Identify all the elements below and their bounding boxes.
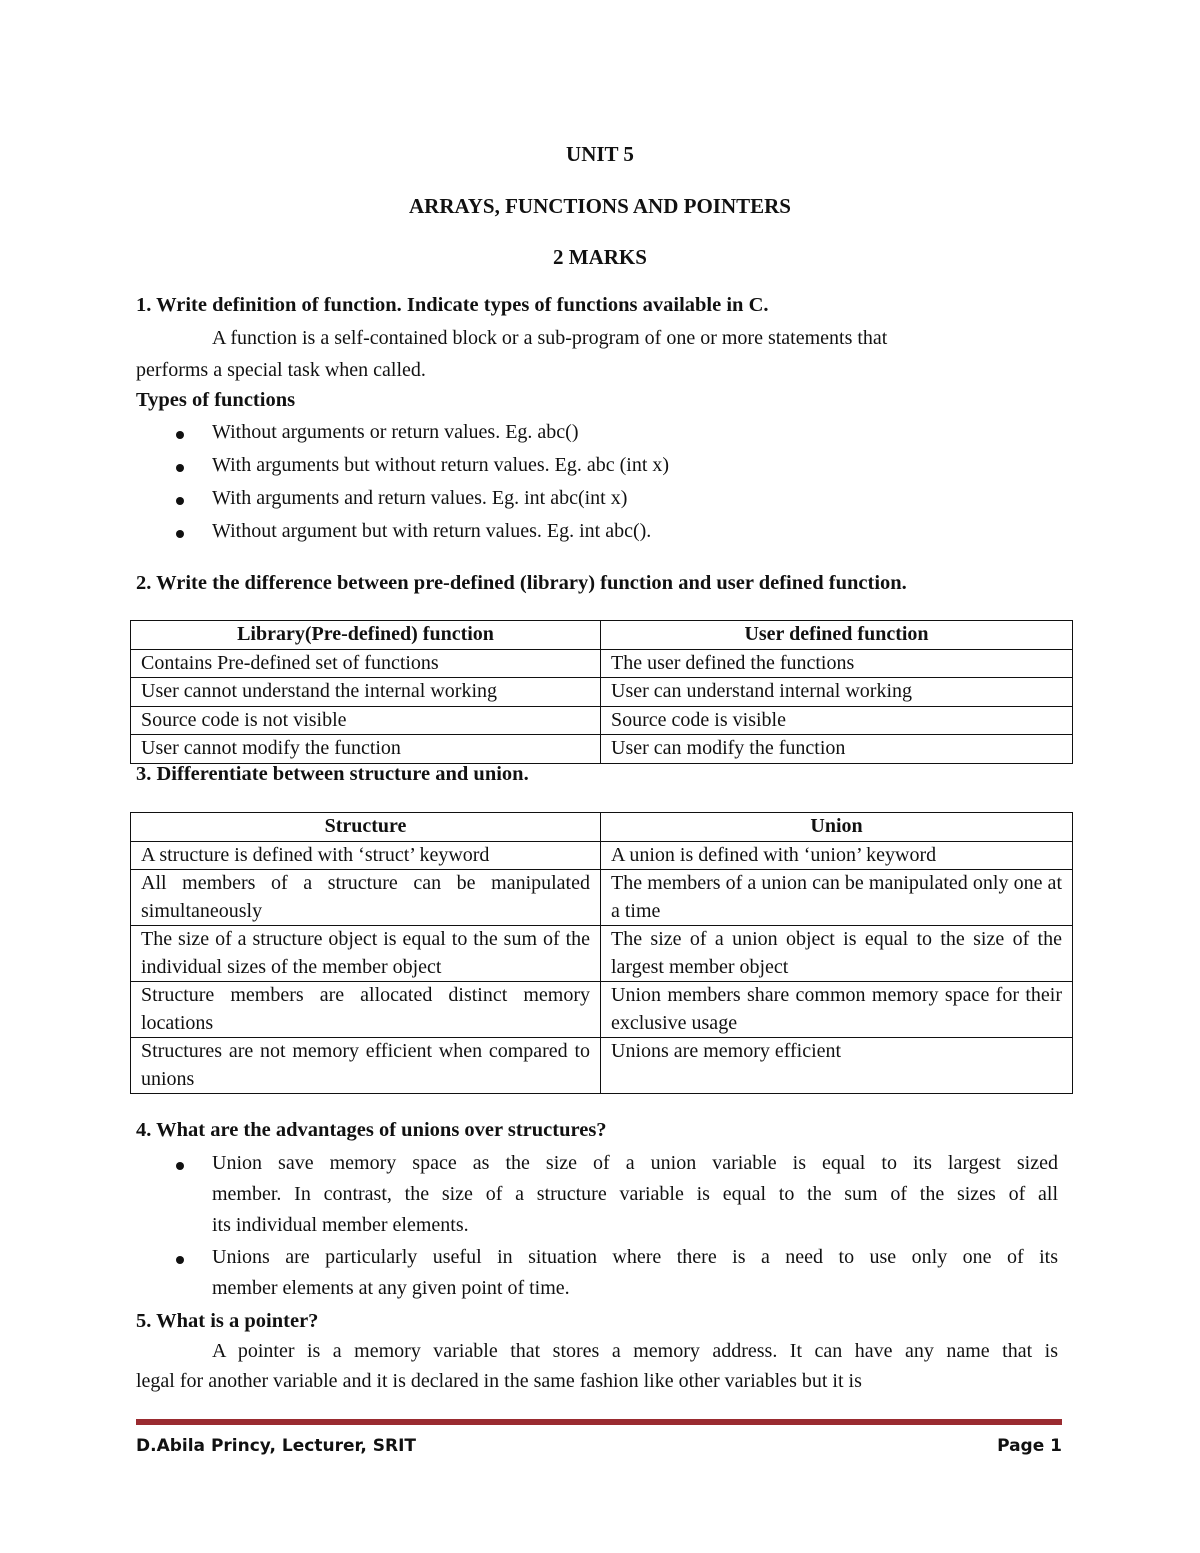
question-5: 5. What is a pointer? xyxy=(136,1310,319,1332)
table-cell: All members of a structure can be manipulated simultaneously xyxy=(131,870,601,926)
table-header-cell: Structure xyxy=(131,813,601,842)
question-1: 1. Write definition of function. Indicate types of functions available in C. xyxy=(136,294,769,316)
table-cell: The members of a union can be manipulated only one at a time xyxy=(601,870,1073,926)
table-header-cell: Union xyxy=(601,813,1073,842)
table-cell: The size of a union object is equal to the size of the largest member object xyxy=(601,926,1073,982)
table-cell: Union members share common memory space for their exclusive usage xyxy=(601,982,1073,1038)
table-cell: Source code is not visible xyxy=(131,706,601,735)
table-cell: Structures are not memory efficient when compared to unions xyxy=(131,1038,601,1094)
q1-answer-line2: performs a special task when called. xyxy=(136,359,426,381)
q5-answer-line2: legal for another variable and it is declared in the same fashion like other variables but it is xyxy=(136,1370,862,1392)
q1-bullet-4: Without argument but with return values. Eg. int abc(). xyxy=(212,520,652,542)
table-cell: The user defined the functions xyxy=(601,649,1073,678)
table-cell: Contains Pre-defined set of functions xyxy=(131,649,601,678)
table-row xyxy=(131,982,1073,1038)
footer-page-number: Page 1 xyxy=(997,1436,1062,1456)
q1-bullet-2: With arguments but without return values. Eg. abc (int x) xyxy=(212,454,670,476)
footer-author: D.Abila Princy, Lecturer, SRIT xyxy=(136,1436,417,1456)
table-cell: A union is defined with ‘union’ keyword xyxy=(601,841,1073,870)
bullet-icon xyxy=(176,431,184,439)
bullet-icon xyxy=(176,530,184,538)
structure-vs-union-table xyxy=(130,812,1073,1094)
table-row xyxy=(131,870,1073,926)
unit-heading: UNIT 5 xyxy=(566,142,634,166)
bullet-icon xyxy=(176,464,184,472)
library-vs-user-table xyxy=(130,620,1073,764)
q4-bullet-2-line2: member elements at any given point of time. xyxy=(212,1277,570,1299)
bullet-icon xyxy=(176,497,184,505)
q1-bullet-1: Without arguments or return values. Eg. abc() xyxy=(212,421,579,443)
table-row xyxy=(131,926,1073,982)
q4-bullet-1-line1: Union save memory space as the size of a union variable is equal to its largest sized xyxy=(212,1152,1058,1174)
question-3: 3. Differentiate between structure and union. xyxy=(136,763,529,785)
table-cell: A structure is defined with ‘struct’ keyword xyxy=(131,841,601,870)
types-heading: Types of functions xyxy=(136,389,296,411)
bullet-icon xyxy=(176,1256,184,1264)
table-row xyxy=(131,1038,1073,1094)
question-2: 2. Write the difference between pre-defined (library) function and user defined function. xyxy=(136,572,907,594)
bullet-icon xyxy=(176,1162,184,1170)
table-header-row xyxy=(131,621,1073,650)
table-cell: Unions are memory efficient xyxy=(601,1038,1073,1094)
footer-rule xyxy=(136,1419,1062,1425)
table-cell: The size of a structure object is equal to the sum of the individual sizes of the member object xyxy=(131,926,601,982)
table-row xyxy=(131,678,1073,707)
table-row xyxy=(131,735,1073,764)
table-cell: Source code is visible xyxy=(601,706,1073,735)
table-header-cell: Library(Pre-defined) function xyxy=(131,621,601,650)
table-row xyxy=(131,706,1073,735)
q4-bullet-1-line2: member. In contrast, the size of a structure variable is equal to the sum of the sizes of all xyxy=(212,1183,1058,1205)
table-cell: User can modify the function xyxy=(601,735,1073,764)
table-header-row xyxy=(131,813,1073,842)
chapter-title: ARRAYS, FUNCTIONS AND POINTERS xyxy=(409,194,791,218)
q4-bullet-1-line3: its individual member elements. xyxy=(212,1214,469,1236)
q1-answer-line1: A function is a self-contained block or a sub-program of one or more statements that xyxy=(212,327,888,349)
table-row xyxy=(131,649,1073,678)
table-header-cell: User defined function xyxy=(601,621,1073,650)
q4-bullet-2-line1: Unions are particularly useful in situation where there is a need to use only one of its xyxy=(212,1246,1058,1268)
question-4: 4. What are the advantages of unions over structures? xyxy=(136,1119,607,1141)
table-row xyxy=(131,841,1073,870)
table-cell: User can understand internal working xyxy=(601,678,1073,707)
marks-heading: 2 MARKS xyxy=(553,245,647,269)
q5-answer-line1: A pointer is a memory variable that stores a memory address. It can have any name that is xyxy=(212,1340,1058,1362)
table-cell: User cannot modify the function xyxy=(131,735,601,764)
table-cell: Structure members are allocated distinct memory locations xyxy=(131,982,601,1038)
q1-bullet-3: With arguments and return values. Eg. int abc(int x) xyxy=(212,487,628,509)
table-cell: User cannot understand the internal working xyxy=(131,678,601,707)
